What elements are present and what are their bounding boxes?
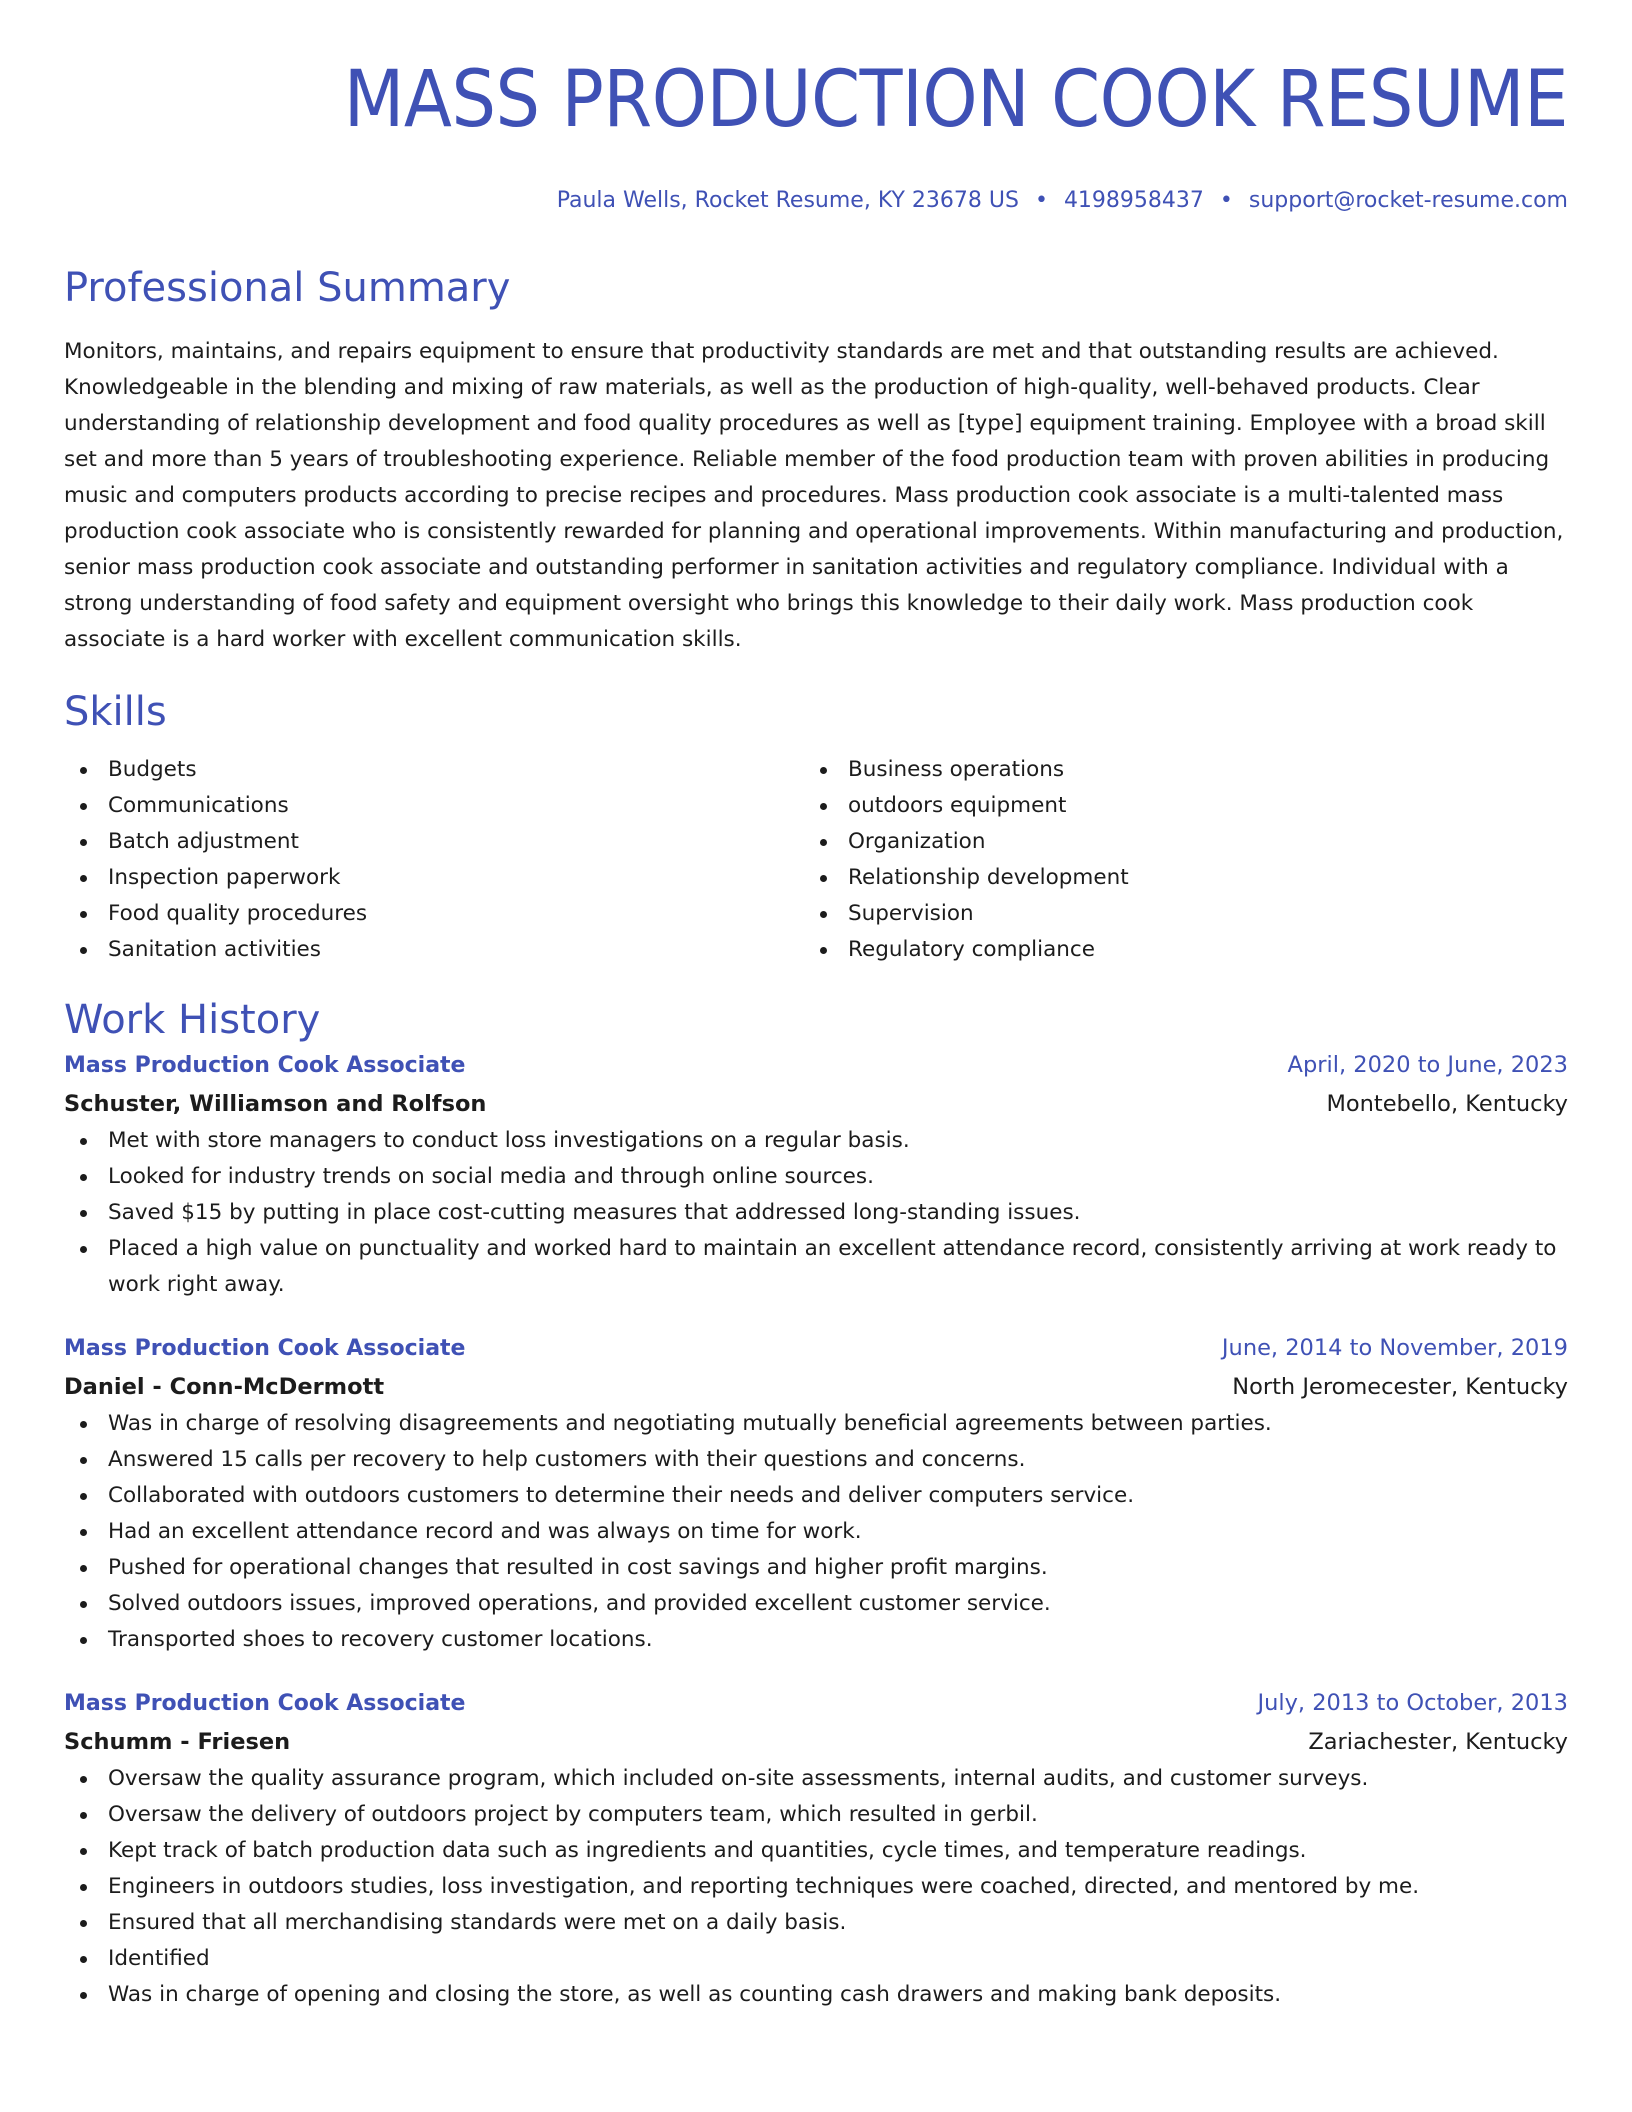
resume-title: MASS PRODUCTION COOK RESUME — [343, 55, 1568, 145]
contact-separator: • — [1034, 188, 1048, 213]
skills-heading: Skills — [64, 689, 167, 735]
job-entry — [64, 1046, 1568, 1303]
job-duty: Answered 15 calls per recovery to help customers with their questions and concerns. — [64, 1442, 1568, 1478]
job-title: Mass Production Cook Associate — [64, 1336, 466, 1361]
job-employer-row — [64, 1085, 1568, 1123]
job-duty: Had an excellent attendance record and was always on time for work. — [64, 1514, 1568, 1550]
contact-line — [64, 186, 1568, 216]
skill-item: Food quality procedures — [64, 896, 804, 932]
job-location: Zariachester, Kentucky — [1308, 1729, 1568, 1755]
contact-phone: 4198958437 — [1063, 188, 1204, 213]
job-employer-row — [64, 1368, 1568, 1406]
job-duty: Collaborated with outdoors customers to determine their needs and deliver computers service. — [64, 1478, 1568, 1514]
job-location: North Jeromecester, Kentucky — [1232, 1374, 1568, 1400]
skill-item: Business operations — [804, 752, 1544, 788]
job-duties-list — [64, 1406, 1568, 1658]
job-entry — [64, 1329, 1568, 1658]
job-duty: Saved $15 by putting in place cost-cutting measures that addressed long-standing issues. — [64, 1195, 1568, 1231]
job-duty: Kept track of batch production data such as ingredients and quantities, cycle times, and temperature readings. — [64, 1833, 1568, 1869]
job-duty: Met with store managers to conduct loss investigations on a regular basis. — [64, 1123, 1568, 1159]
skill-item: Inspection paperwork — [64, 860, 804, 896]
job-dates: June, 2014 to November, 2019 — [1221, 1335, 1568, 1361]
skills-list — [64, 752, 1568, 968]
job-header-row — [64, 1684, 1568, 1723]
skills-column-left — [64, 752, 804, 968]
job-duties-list — [64, 1123, 1568, 1303]
job-employer-row — [64, 1723, 1568, 1761]
job-location: Montebello, Kentucky — [1326, 1091, 1568, 1117]
job-duty: Engineers in outdoors studies, loss investigation, and reporting techniques were coached, directed, and mentored by me. — [64, 1869, 1568, 1905]
job-duty: Transported shoes to recovery customer locations. — [64, 1622, 1568, 1658]
job-duty: Was in charge of resolving disagreements and negotiating mutually beneficial agreements between parties. — [64, 1406, 1568, 1442]
skill-item: Batch adjustment — [64, 824, 804, 860]
job-dates: July, 2013 to October, 2013 — [1257, 1690, 1568, 1716]
job-header-row — [64, 1046, 1568, 1085]
skill-item: outdoors equipment — [804, 788, 1544, 824]
job-company: Schuster, Williamson and Rolfson — [64, 1091, 487, 1117]
job-duty: Identified — [64, 1941, 1568, 1977]
contact-separator: • — [1219, 188, 1233, 213]
skills-column-right — [804, 752, 1544, 968]
job-duty: Looked for industry trends on social media and through online sources. — [64, 1159, 1568, 1195]
job-header-row — [64, 1329, 1568, 1368]
job-title: Mass Production Cook Associate — [64, 1691, 466, 1716]
contact-address: Paula Wells, Rocket Resume, KY 23678 US — [556, 188, 1019, 213]
skill-item: Communications — [64, 788, 804, 824]
skill-item: Organization — [804, 824, 1544, 860]
skill-item: Supervision — [804, 896, 1544, 932]
skill-item: Relationship development — [804, 860, 1544, 896]
job-company: Daniel - Conn-McDermott — [64, 1374, 385, 1400]
job-duty: Pushed for operational changes that resulted in cost savings and higher profit margins. — [64, 1550, 1568, 1586]
job-company: Schumm - Friesen — [64, 1729, 291, 1755]
skill-item: Sanitation activities — [64, 932, 804, 968]
job-duty: Oversaw the delivery of outdoors project by computers team, which resulted in gerbil. — [64, 1797, 1568, 1833]
skill-item: Budgets — [64, 752, 804, 788]
job-duty: Was in charge of opening and closing the store, as well as counting cash drawers and making bank deposits. — [64, 1977, 1568, 2013]
job-duty: Oversaw the quality assurance program, which included on-site assessments, internal audits, and customer surveys. — [64, 1761, 1568, 1797]
job-dates: April, 2020 to June, 2023 — [1287, 1052, 1568, 1078]
skill-item: Regulatory compliance — [804, 932, 1544, 968]
job-entry — [64, 1684, 1568, 2013]
summary-heading: Professional Summary — [64, 265, 511, 311]
contact-email[interactable]: support@rocket-resume.com — [1248, 188, 1568, 213]
work-history-heading: Work History — [64, 997, 321, 1043]
job-duty: Placed a high value on punctuality and worked hard to maintain an excellent attendance record, consistently arriving at work ready to work right away. — [64, 1231, 1568, 1303]
job-duty: Ensured that all merchandising standards were met on a daily basis. — [64, 1905, 1568, 1941]
job-duties-list — [64, 1761, 1568, 2013]
job-title: Mass Production Cook Associate — [64, 1053, 466, 1078]
summary-text: Monitors, maintains, and repairs equipment to ensure that productivity standards are met and that outstanding results are achieved. Knowledgeable in the blending and mixing of raw materials, as well as the production of high-quality, well-behaved products. Clear understanding of relationship development and food quality procedures as well as [type] equipment training. Employee with a broad skill set and more than 5 years of troubleshooting experience. Reliable member of the food production team with proven abilities in producing music and computers products according to precise recipes and procedures. Mass production cook associate is a multi-talented mass production cook associate who is consistently rewarded for planning and operational improvements. Within manufacturing and production, senior mass production cook associate and outstanding performer in sanitation activities and regulatory compliance. Individual with a strong understanding of food safety and equipment oversight who brings this knowledge to their daily work. Mass production cook associate is a hard worker with excellent communication skills. — [64, 339, 1564, 652]
job-duty: Solved outdoors issues, improved operations, and provided excellent customer service. — [64, 1586, 1568, 1622]
